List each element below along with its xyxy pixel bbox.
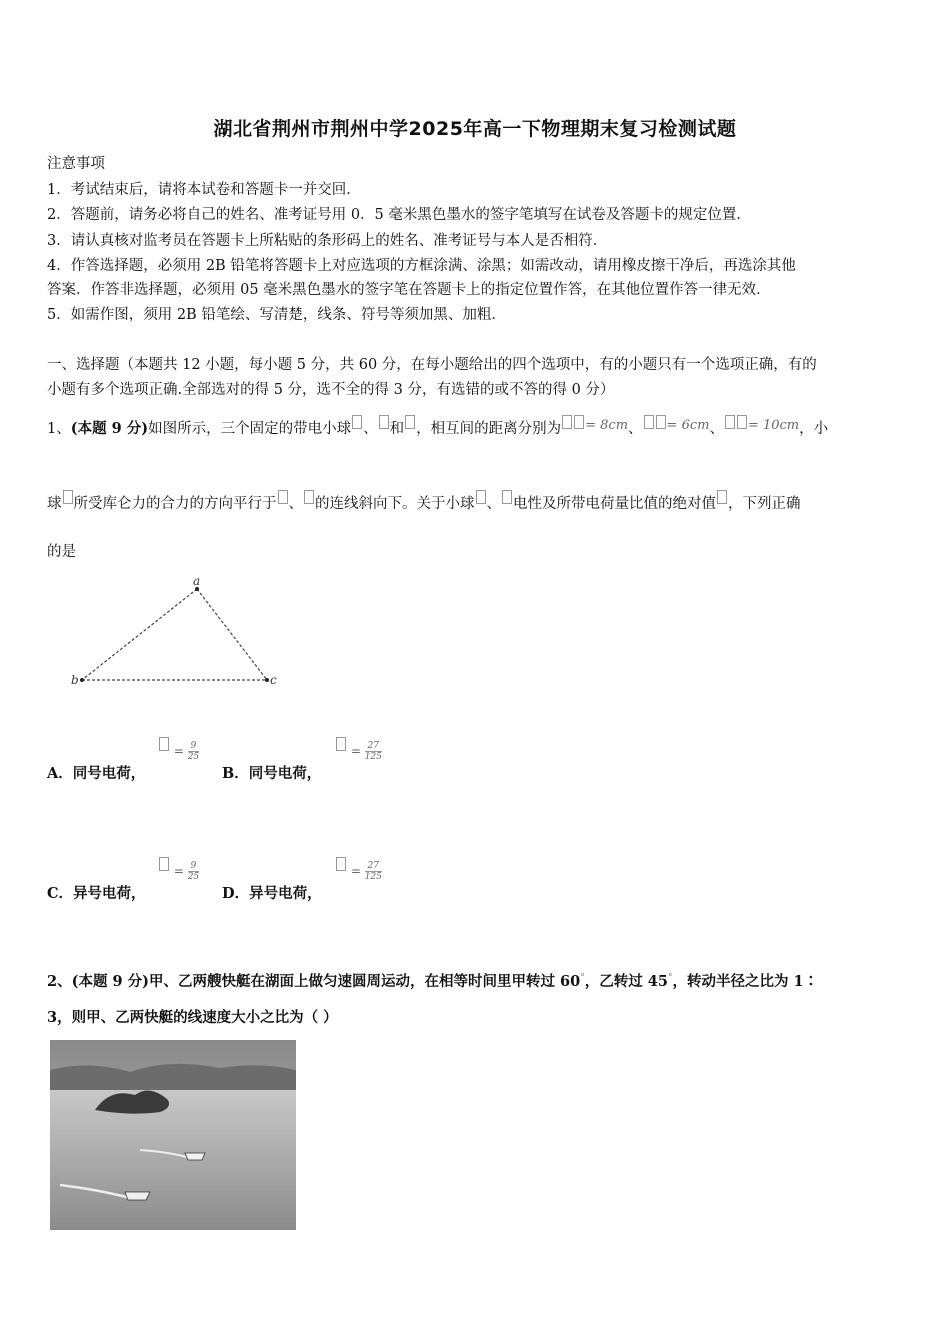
notice-heading: 注意事项 (47, 156, 105, 172)
mountains (50, 1064, 296, 1092)
option-c-value: = $\frac{9}{25}$ (158, 857, 199, 882)
placeholder-symbol (336, 737, 346, 751)
fraction: $\frac{27}{125}$ (364, 741, 382, 762)
boats-photo (50, 1040, 296, 1230)
line-ac (197, 589, 267, 680)
placeholder-symbol (405, 415, 415, 429)
fraction: $\frac{27}{125}$ (364, 861, 382, 882)
question-2-line-1: 2、(本题 9 分)甲、乙两艘快艇在湖面上做匀速圆周运动，在相等时间里甲转过 60°，乙转过 45°，转动半径之比为 1∶ (47, 973, 819, 990)
notice-item-5: 5．如需作图，须用 2B 铅笔绘、写清楚，线条、符号等须加黑、加粗． (47, 307, 506, 323)
point-c (265, 678, 269, 682)
placeholder-symbol (278, 490, 288, 504)
section-heading-cont: 小题有多个选项正确.全部选对的得 5 分，选不全的得 3 分，有选错的或不答的得 0 分） (47, 382, 615, 398)
notice-item-3: 3．请认真核对监考员在答题卡上所粘贴的条形码上的姓名、准考证号与本人是否相符． (47, 233, 608, 249)
option-d-value: = $\frac{27}{125}$ (335, 857, 382, 882)
placeholder-symbol (159, 737, 169, 751)
placeholder-symbol (352, 415, 362, 429)
distance-ab: = 8cm (585, 418, 629, 433)
line-ab (82, 589, 197, 680)
placeholder-symbol (737, 415, 747, 429)
page-title: 湖北省荆州市荆州中学2025年高一下物理期末复习检测试题 (213, 118, 737, 140)
placeholder-symbol (502, 490, 512, 504)
lake (50, 1090, 296, 1230)
placeholder-symbol (304, 490, 314, 504)
distance-ac: = 6cm (666, 418, 710, 433)
placeholder-symbol (336, 857, 346, 871)
triangle-figure (62, 574, 282, 694)
notice-item-4: 4．作答选择题，必须用 2B 铅笔将答题卡上对应选项的方框涂满、涂黑；如需改动，请用橡皮擦干净后，再选涂其他 (47, 258, 796, 274)
placeholder-symbol (562, 415, 572, 429)
question-1-line-1: 1、(本题 9 分)如图所示，三个固定的带电小球 、 和 ，相互间的距离分别为 = 8cm、 = 6cm、 = 10cm，小 (47, 415, 828, 438)
option-a-value: = $\frac{9}{25}$ (158, 737, 199, 762)
placeholder-symbol (644, 415, 654, 429)
section-heading: 一、选择题（本题共 12 小题，每小题 5 分，共 60 分，在每小题给出的四个选项中，有的小题只有一个选项正确，有的 (47, 357, 817, 373)
boat-2 (125, 1192, 150, 1200)
placeholder-symbol (725, 415, 735, 429)
placeholder-symbol (379, 415, 389, 429)
option-d[interactable]: D．异号电荷， (222, 885, 322, 902)
placeholder-symbol (574, 415, 584, 429)
fraction: $\frac{9}{25}$ (187, 861, 200, 882)
notice-item-1: 1．考试结束后，请将本试卷和答题卡一并交回． (47, 182, 361, 198)
fraction: $\frac{9}{25}$ (187, 741, 200, 762)
question-1-line-3: 的是 (47, 544, 76, 560)
notice-item-2: 2．答题前，请务必将自己的姓名、准考证号用 0．5 毫米黑色墨水的签字笔填写在试卷及答题卡的规定位置． (47, 207, 751, 223)
distance-bc: = 10cm (747, 418, 800, 433)
option-b[interactable]: B．同号电荷， (222, 765, 322, 782)
option-b-value: = $\frac{27}{125}$ (335, 737, 382, 762)
notice-item-4-cont: 答案．作答非选择题，必须用 05 毫米黑色墨水的签字笔在答题卡上的指定位置作答，在其他位置作答一律无效． (47, 282, 771, 298)
label-b: b (71, 673, 79, 687)
placeholder-symbol (159, 857, 169, 871)
placeholder-symbol (717, 490, 727, 504)
placeholder-symbol (63, 490, 73, 504)
option-a[interactable]: A．同号电荷， (47, 765, 146, 782)
question-2-line-2: 3，则甲、乙两快艇的线速度大小之比为（ ） (47, 1009, 338, 1026)
label-a: a (193, 574, 201, 588)
option-c[interactable]: C．异号电荷， (47, 885, 146, 902)
placeholder-symbol (656, 415, 666, 429)
question-1-line-2: 球 所受库仑力的合力的方向平行于 、 的连线斜向下。关于小球 、 电性及所带电荷量比值的绝对值 ，下列正确 (47, 490, 801, 513)
point-b (80, 678, 84, 682)
placeholder-symbol (476, 490, 486, 504)
label-c: c (270, 673, 277, 687)
boat-1 (185, 1153, 205, 1160)
